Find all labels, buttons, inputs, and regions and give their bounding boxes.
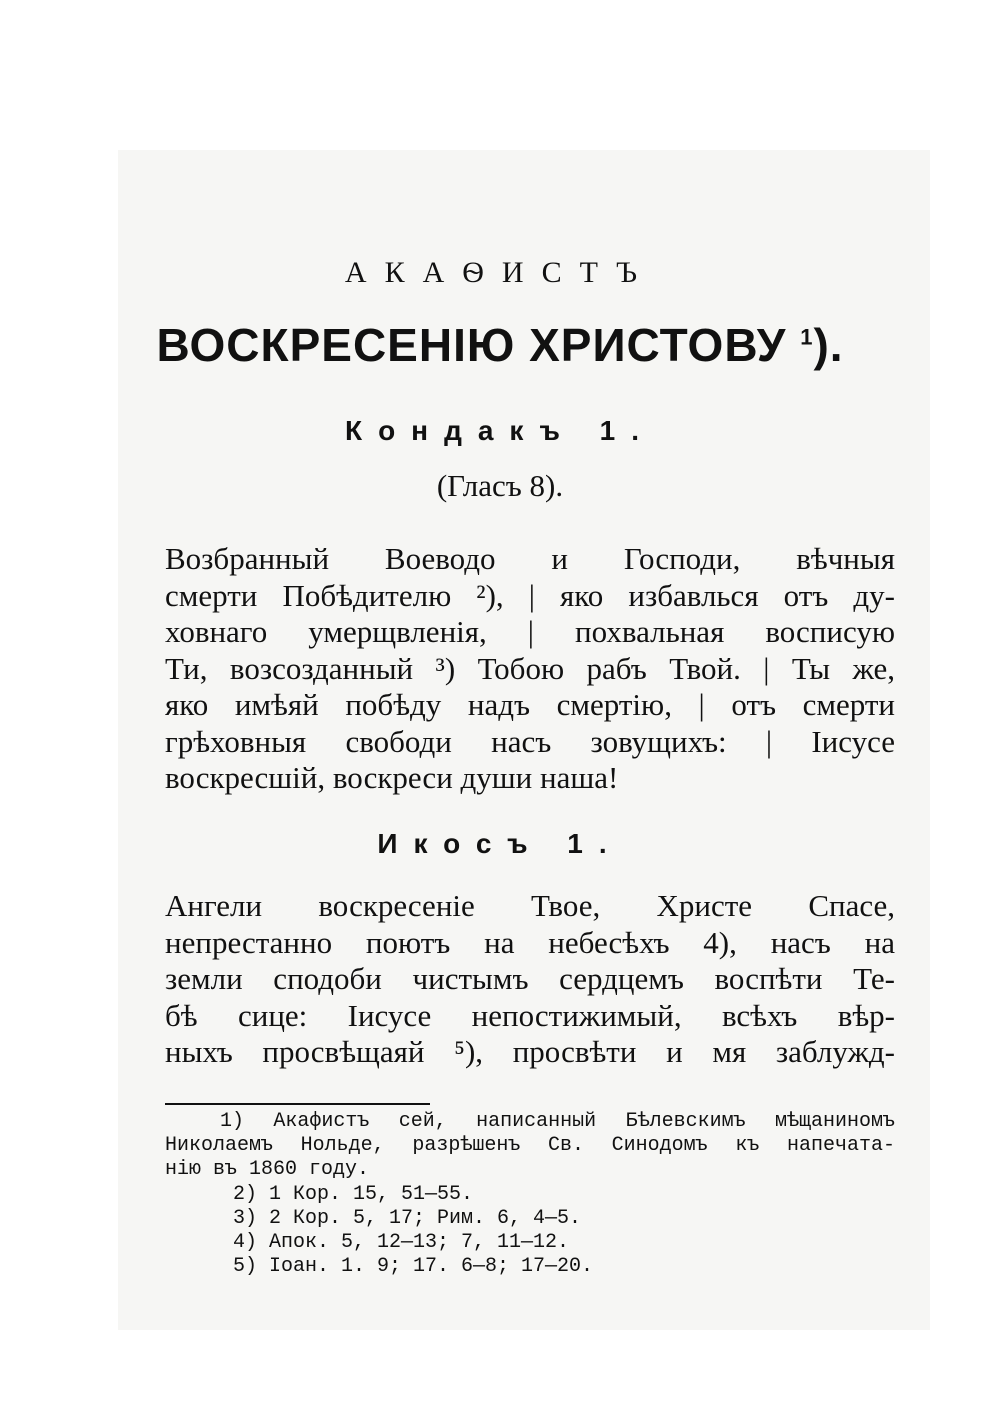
ikos-line: непрестанно поютъ на небесѣхъ 4), насъ на xyxy=(165,924,895,960)
footnote: Николаемъ Нольде, разрѣшенъ Св. Синодомъ къ напечата- xyxy=(165,1134,895,1158)
footnote: 2) 1 Кор. 15, 51—55. xyxy=(233,1182,474,1206)
ikos-line: ныхъ просвѣщаяй ⁵), просвѣти и мя заблужд- xyxy=(165,1034,895,1069)
title-footnote-mark: 1 xyxy=(800,324,814,350)
ikos-line: земли сподоби чистымъ сердцемъ воспѣти Те- xyxy=(165,961,895,996)
footnote-divider xyxy=(165,1103,430,1105)
title-text: ВОСКРЕСЕНІЮ ХРИСТОВУ xyxy=(156,319,787,371)
kondak-line: грѣховныя свободи насъ зовущихъ: | Іисусе xyxy=(165,723,895,759)
kondak-line: Возбранный Воеводо и Господи, вѣчныя xyxy=(165,541,895,576)
footnote: нію въ 1860 году. xyxy=(165,1158,370,1182)
kondak-line: смерти Побѣдителю ²), | яко избавлься отъ ду- xyxy=(165,577,895,613)
kondak-line: ховнаго умерщвленія, | похвальная восписую xyxy=(165,614,895,649)
ikos-line: бѣ сице: Іисусе непостижимый, всѣхъ вѣр- xyxy=(165,997,895,1033)
kondak-text xyxy=(165,541,895,797)
glas-subtitle: (Гласъ 8). xyxy=(436,468,564,503)
footnote: 1) Акафистъ сей, написанный Бѣлевскимъ мѣщаниномъ xyxy=(220,1110,895,1133)
footnotes xyxy=(165,1110,895,1279)
ikos-heading: Икосъ 1. xyxy=(377,828,623,859)
kondak-line: воскресшій, воскреси души наша! xyxy=(165,760,619,795)
kondak-heading: Кондакъ 1. xyxy=(344,415,655,446)
page-title xyxy=(0,318,1000,372)
footnote: 4) Апок. 5, 12—13; 7, 11—12. xyxy=(233,1231,570,1255)
footnote: 5) Іоан. 1. 9; 17. 6—8; 17—20. xyxy=(233,1255,594,1279)
footnote: 3) 2 Кор. 5, 17; Рим. 6, 4—5. xyxy=(233,1206,582,1230)
ikos-text xyxy=(165,888,895,1071)
kondak-line: яко имѣяй побѣду надъ смертію, | отъ смерти xyxy=(165,687,895,722)
pre-title: АКАѲИСТЪ xyxy=(344,256,656,289)
ikos-line: Ангели воскресеніе Твое, Христе Спасе, xyxy=(165,888,895,923)
title-end: ). xyxy=(813,319,844,371)
kondak-line: Ти, возсозданный ³) Тобою рабъ Твой. | Ты же, xyxy=(165,650,895,686)
